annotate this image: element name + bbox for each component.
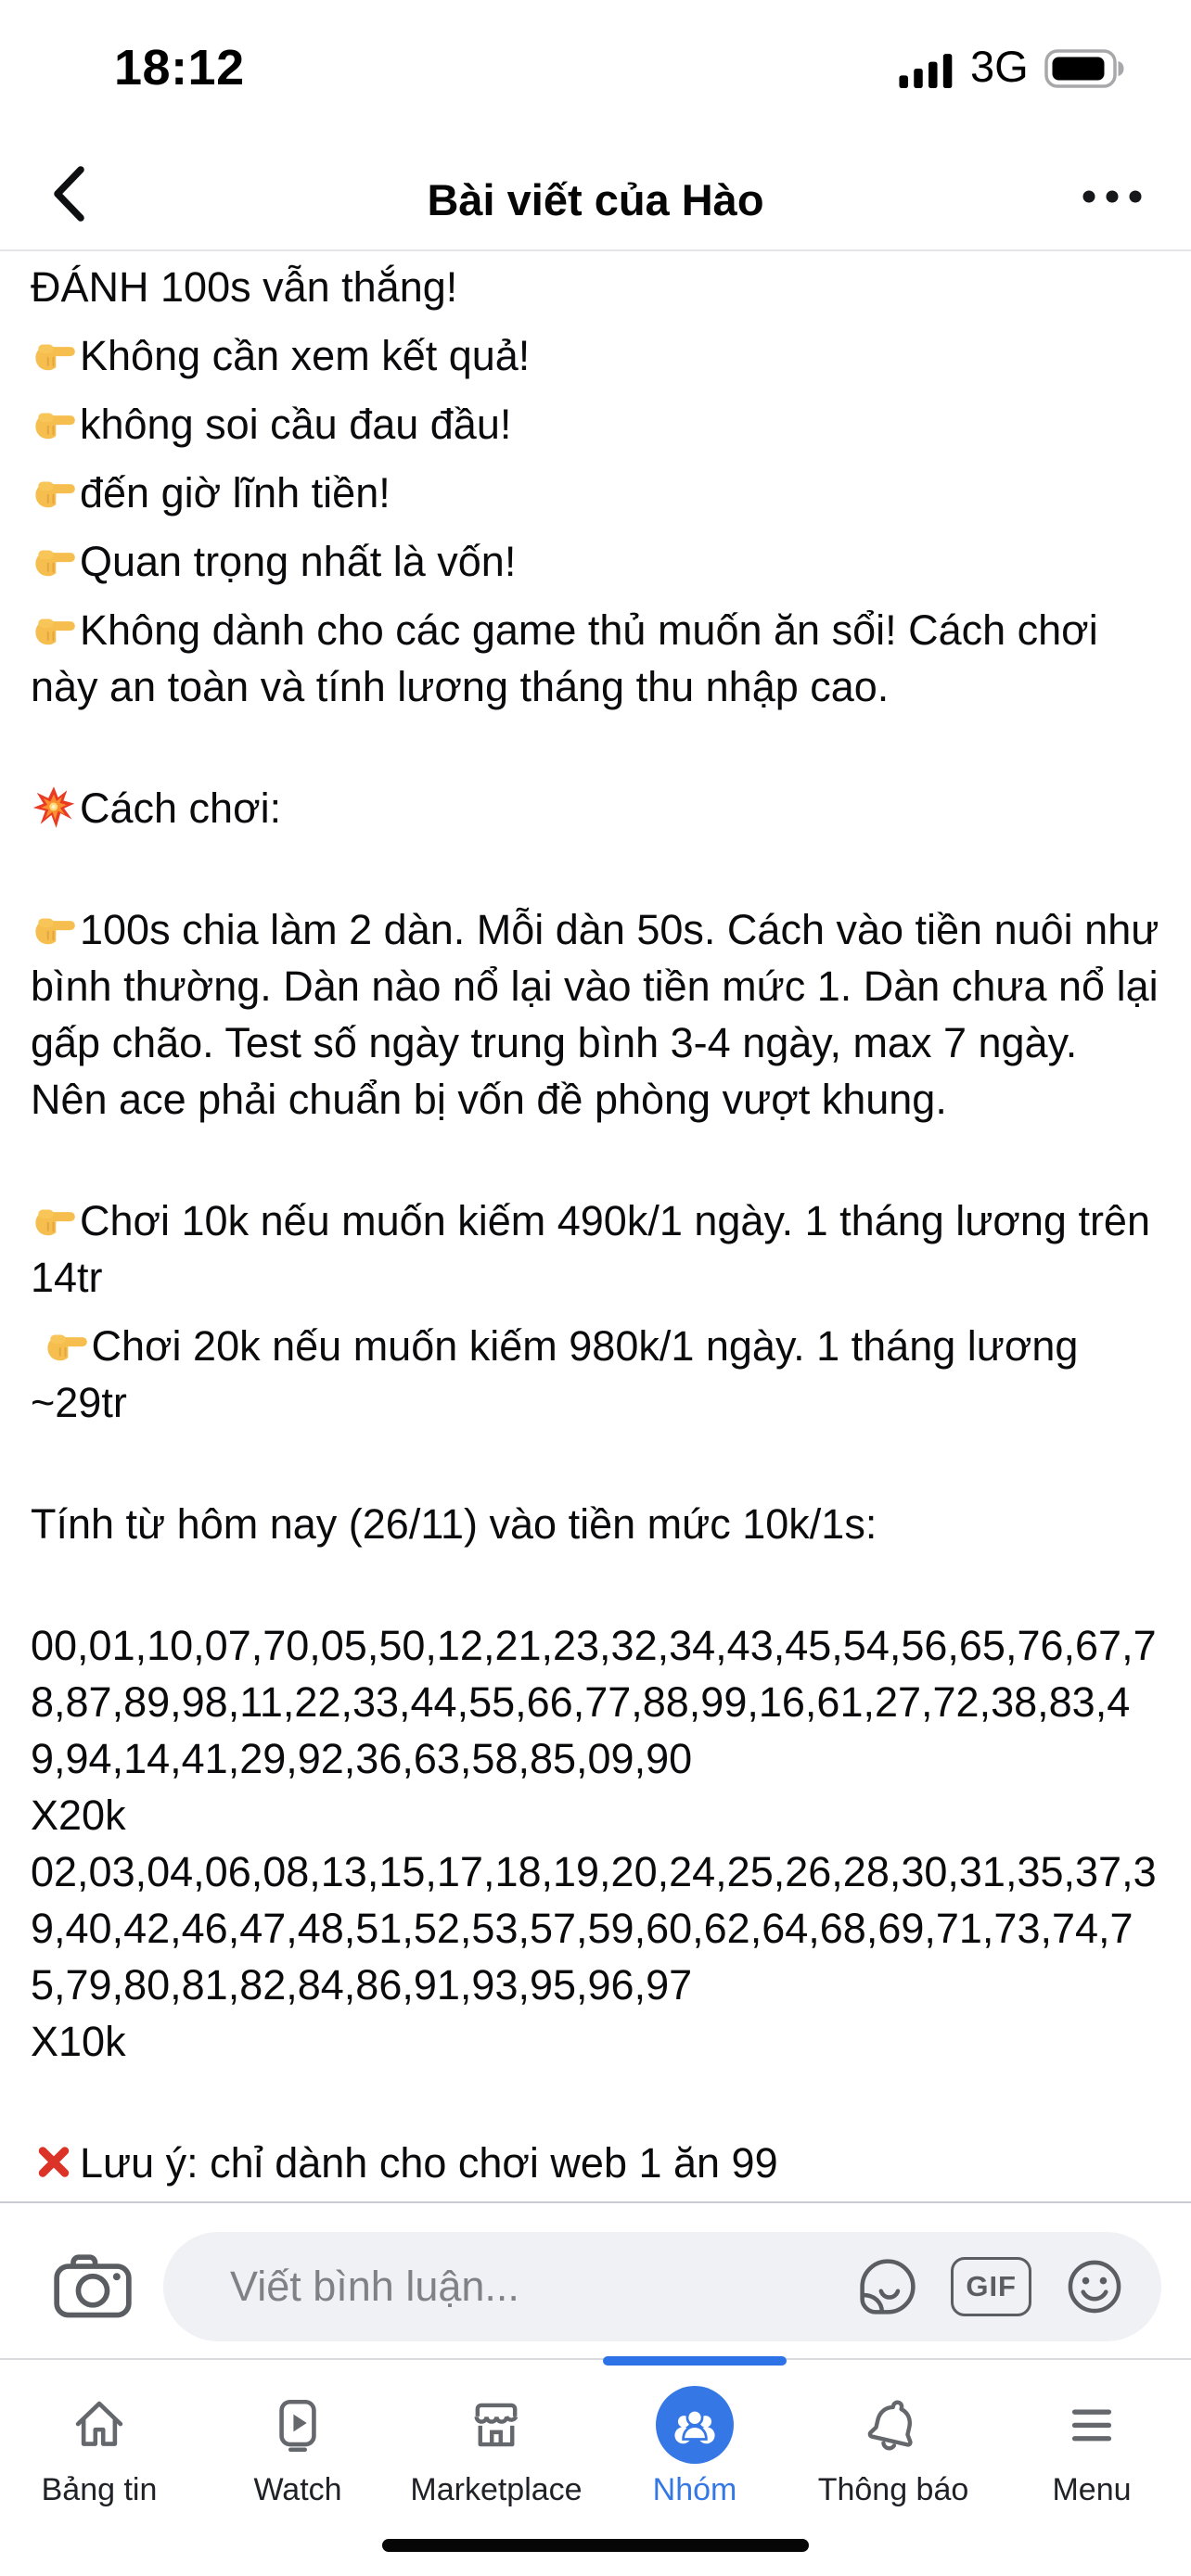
comment-actions bbox=[856, 2255, 1126, 2318]
smiley-icon bbox=[1063, 2255, 1126, 2318]
back-button[interactable] bbox=[48, 165, 89, 223]
tab-watch[interactable] bbox=[198, 2360, 397, 2508]
home-icon bbox=[69, 2385, 130, 2465]
more-options-button[interactable] bbox=[1082, 187, 1143, 206]
tab-nhom[interactable] bbox=[596, 2360, 794, 2508]
home-indicator[interactable] bbox=[382, 2539, 809, 2552]
point-right-icon bbox=[31, 607, 77, 651]
emoji-button[interactable] bbox=[1063, 2255, 1126, 2318]
point-right-icon bbox=[31, 539, 77, 582]
post-paragraph: 100s chia làm 2 dàn. Mỗi dàn 50s. Cách vào tiền nuôi như bình thường. Dàn nào nổ lại vào tiền mức 1. Dàn chưa nổ lại gấp chão. Test số ngày trung bình 3-4 ngày, max 7 ngày. Nên ace phải chuẩn bị vốn đề phòng vượt khung. bbox=[31, 906, 1171, 1123]
status-time: 18:12 bbox=[114, 40, 245, 96]
camera-button[interactable] bbox=[54, 2251, 132, 2318]
post-paragraph: Quan trọng nhất là vốn! bbox=[31, 533, 1160, 590]
collision-icon bbox=[31, 785, 77, 829]
status-icons bbox=[898, 41, 1125, 92]
point-right-icon bbox=[31, 907, 77, 950]
post-paragraph: Chơi 10k nếu muốn kiếm 490k/1 ngày. 1 tháng lương trên 14tr bbox=[31, 1197, 1162, 1301]
blank-line bbox=[31, 1564, 1160, 1605]
ellipsis-icon bbox=[1082, 187, 1143, 206]
marketplace-icon bbox=[466, 2385, 527, 2465]
tab-thong-bao[interactable] bbox=[794, 2360, 992, 2508]
blank-line bbox=[31, 1140, 1160, 1180]
post-paragraph: Cách chơi: bbox=[31, 780, 1160, 836]
blank-line bbox=[31, 2082, 1160, 2123]
post-paragraph: Chơi 20k nếu muốn kiếm 980k/1 ngày. 1 tháng lương ~29tr bbox=[31, 1322, 1090, 1426]
tab-label: Menu bbox=[1052, 2472, 1132, 2507]
tab-label: Nhóm bbox=[652, 2472, 737, 2507]
post-paragraph: không soi cầu đau đầu! bbox=[31, 396, 1160, 453]
gif-button[interactable] bbox=[951, 2257, 1031, 2316]
tab-label: Thông báo bbox=[817, 2472, 969, 2507]
sticker-button[interactable] bbox=[856, 2255, 919, 2318]
tab-label: Watch bbox=[253, 2472, 342, 2507]
point-right-icon bbox=[43, 1323, 89, 1367]
comment-bar-divider bbox=[0, 2201, 1191, 2203]
comment-input[interactable] bbox=[163, 2232, 1161, 2341]
tab-bar bbox=[0, 2360, 1191, 2508]
comment-placeholder: Viết bình luận... bbox=[230, 2263, 519, 2310]
post-paragraph: Không dành cho các game thủ muốn ăn sổi! Cách chơi này an toàn và tính lương tháng thu nhập cao. bbox=[31, 606, 1110, 710]
post-paragraph: Lưu ý: chỉ dành cho chơi web 1 ăn 99 bbox=[31, 2135, 1160, 2191]
blank-line bbox=[31, 848, 1160, 889]
post-paragraph: Không cần xem kết quả! bbox=[31, 327, 1160, 384]
tab-menu[interactable] bbox=[992, 2360, 1191, 2508]
blank-line bbox=[31, 727, 1160, 768]
chevron-left-icon bbox=[48, 165, 89, 223]
bell-icon bbox=[863, 2385, 924, 2465]
network-type-label: 3G bbox=[970, 42, 1029, 91]
groups-icon bbox=[656, 2386, 734, 2464]
point-right-icon bbox=[31, 1198, 77, 1242]
post-paragraph: đến giờ lĩnh tiền! bbox=[31, 465, 1160, 521]
cross-mark-icon bbox=[31, 2140, 77, 2184]
sticker-icon bbox=[856, 2255, 919, 2318]
camera-icon bbox=[54, 2251, 132, 2318]
post-paragraph: 00,01,10,07,70,05,50,12,21,23,32,34,43,45,54,56,65,76,67,78,87,89,98,11,22,33,44,55,66,77,88,99,16,61,27,72,38,83,49,94,14,41,29,92,36,63,58,85,09,90 X20k 02,03,04,06,08,13,15,17,18,19,20,24,25,26,28,30,31,35,37,39,40,42,46,47,48,51,52,53,57,59,60,62,64,68,69,71,73,74,75,79,80,81,82,84,86,91,93,95,96,97 X10k bbox=[31, 1622, 1157, 2065]
point-right-icon bbox=[31, 402, 77, 445]
watch-icon bbox=[267, 2385, 328, 2465]
post-body bbox=[0, 259, 1191, 2203]
point-right-icon bbox=[31, 333, 77, 376]
menu-icon bbox=[1061, 2385, 1122, 2465]
battery-icon bbox=[1044, 49, 1125, 88]
post-paragraph: ĐÁNH 100s vẫn thắng! bbox=[31, 263, 458, 311]
signal-bars-icon bbox=[898, 51, 957, 88]
nav-divider bbox=[0, 249, 1191, 251]
blank-line bbox=[31, 1443, 1160, 1484]
tab-label: Bảng tin bbox=[41, 2472, 158, 2507]
gif-badge-label: GIF bbox=[966, 2270, 1017, 2302]
page-title: Bài viết của Hào bbox=[427, 175, 764, 224]
tab-marketplace[interactable] bbox=[397, 2360, 596, 2508]
tab-bang-tin[interactable] bbox=[0, 2360, 198, 2508]
tab-label: Marketplace bbox=[410, 2472, 583, 2507]
point-right-icon bbox=[31, 470, 77, 514]
post-paragraph: Tính từ hôm nay (26/11) vào tiền mức 10k/1s: bbox=[31, 1500, 877, 1548]
